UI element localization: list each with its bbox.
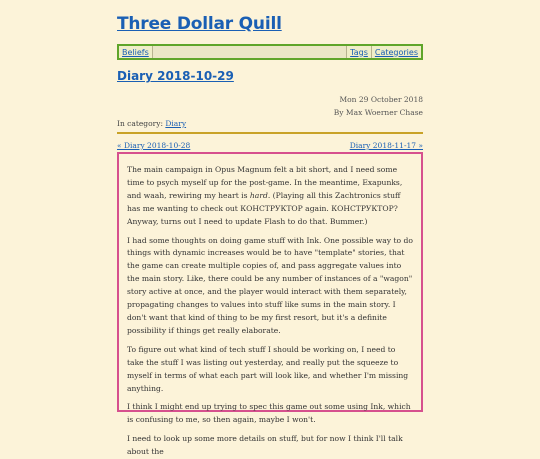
article-body xyxy=(117,152,423,457)
divider-rule xyxy=(117,132,423,134)
category-link[interactable]: Diary xyxy=(165,119,187,128)
paragraph-text: . (Playing all this Zachtronics stuff has me wanting to check out КОНСТРУКТОР again. КОНСТРУКТОР? Anyway, turns out I need to update Flash to do that. Bummer.) xyxy=(127,190,401,226)
nav-item-categories[interactable] xyxy=(372,46,421,58)
nav-beliefs-link[interactable]: Beliefs xyxy=(122,47,149,57)
site-title-link[interactable]: Three Dollar Quill xyxy=(117,14,282,34)
nav-item-tags[interactable] xyxy=(347,46,371,58)
paragraph-text: The main campaign in Opus Magnum felt a bit short, and I need some time to psych myself up for the post-game. In the meantime, Exapunks, and waah, rewiring my heart is xyxy=(127,165,403,200)
nav-categories-link[interactable]: Categories xyxy=(374,47,418,57)
post-category xyxy=(117,119,186,128)
paragraph: I think I might end up trying to spec this game out some using Ink, which is confusing to me, so then again, maybe I won't. xyxy=(127,402,411,425)
paragraph: To figure out what kind of tech stuff I should be working on, I need to take the stuff I was listing out yesterday, and really put the squeeze to myself in terms of what each part will look like, and whether I'm missing anything. xyxy=(127,344,409,393)
post-date: Mon 29 October 2018 xyxy=(339,95,423,104)
category-prefix: In category: xyxy=(117,119,163,128)
prev-post-link[interactable]: « Diary 2018-10-28 xyxy=(117,141,191,150)
paragraph xyxy=(127,164,414,229)
paragraph: I had some thoughts on doing game stuff with Ink. One possible way to do things with dynamic increases would be to have "template" stories, that the game can create multiple copies of, and pass aggregate values into the main story. Like, there could be any number of instances of a "wagon" story active at once, and the player would interact with them separately, propagating changes to values into stuff like sums in the main story. I don't want that kind of thing to be my first resort, but it's a definite possibility if things get really elaborate. xyxy=(127,235,413,335)
paragraph: I need to look up some more details on stuff, but for now I think I'll talk about the xyxy=(127,434,403,457)
post-title-link[interactable]: Diary 2018-10-29 xyxy=(117,69,234,83)
nav-spacer xyxy=(152,46,347,58)
nav-bar xyxy=(117,44,423,60)
nav-item-beliefs[interactable] xyxy=(119,46,152,58)
nav-tags-link[interactable]: Tags xyxy=(350,47,368,57)
next-post-link[interactable]: Diary 2018-11-17 » xyxy=(349,141,423,150)
emphasis-text: hard xyxy=(249,190,268,200)
post-author: By Max Woerner Chase xyxy=(333,108,423,117)
